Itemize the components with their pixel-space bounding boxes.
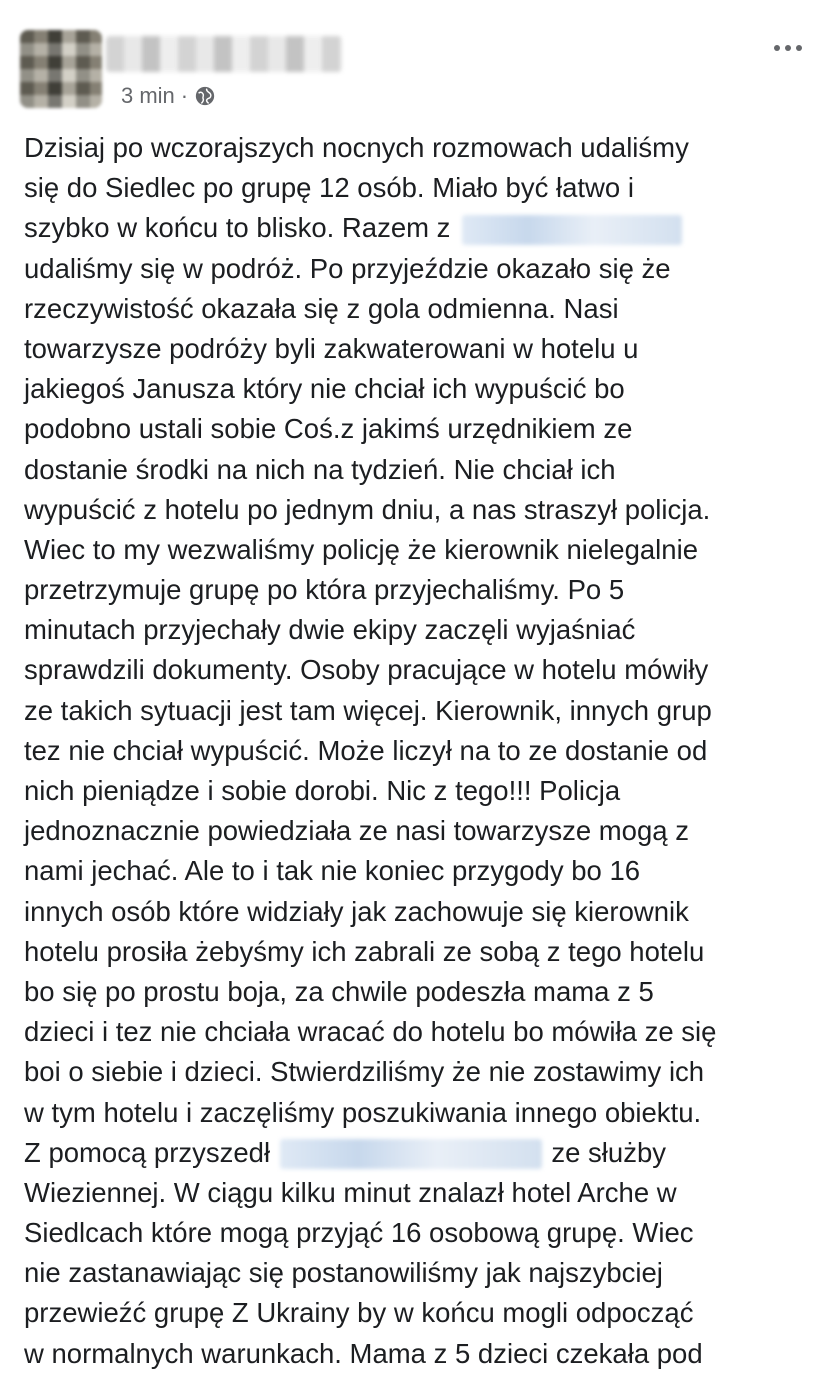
more-options-icon[interactable] [770, 34, 806, 62]
post-line: Siedlcach które mogą przyjąć 16 osobową grupę. Wiec [24, 1217, 694, 1249]
post-line: podobno ustali sobie Coś.z jakimś urzędnikiem ze [24, 413, 633, 445]
post-line: przetrzymuje grupę po która przyjechaliśmy. Po 5 [24, 574, 625, 606]
globe-icon [194, 85, 216, 107]
post-line: ze takich sytuacji jest tam więcej. Kierownik, innych grup [24, 694, 712, 726]
post-line [24, 208, 814, 248]
post-body [24, 128, 814, 1374]
post-line: boi o siebie i dzieci. Stwierdziliśmy że nie zostawimy ich [24, 1056, 705, 1088]
post-line: wypuścić z hotelu po jednym dniu, a nas straszył policja. [24, 493, 711, 525]
post-line: jednoznacznie powiedziała ze nasi towarzysze mogą z [24, 815, 689, 847]
post-line: bo się po prostu boja, za chwile podeszła mama z 5 [24, 975, 654, 1007]
post-line: się do Siedlec po grupę 12 osób. Miało być łatwo i [24, 172, 634, 204]
post-line: w tym hotelu i zaczęliśmy poszukiwania innego obiektu. [24, 1096, 702, 1128]
post-line: dostanie środki na nich na tydzień. Nie chciał ich [24, 453, 616, 485]
post-line: sprawdzili dokumenty. Osoby pracujące w hotelu mówiły [24, 654, 709, 686]
post-line: nich pieniądze i sobie dorobi. Nic z tego!!! Policja [24, 775, 621, 806]
post-line: tez nie chciał wypuścić. Może liczył na to ze dostanie od [24, 734, 708, 766]
post-line: nami jechać. Ale to i tak nie koniec przygody bo 16 [24, 855, 641, 887]
post-header [0, 0, 828, 120]
post-line: innych osób które widziały jak zachowuje się kierownik [24, 895, 689, 927]
post-line [24, 1133, 814, 1173]
post-line: jakiegoś Janusza który nie chciał ich wypuścić bo [24, 373, 625, 405]
redacted-name [462, 215, 682, 245]
avatar[interactable] [20, 30, 102, 108]
post-line: przewieźć grupę Z Ukrainy by w końcu mogli odpocząć [24, 1297, 694, 1329]
post-line: nie zastanawiając się postanowiliśmy jak najszybciej [24, 1257, 663, 1289]
post-line: towarzysze podróży byli zakwaterowani w hotelu u [24, 332, 639, 364]
post-line: Dzisiaj po wczorajszych nocnych rozmowach udaliśmy [24, 132, 689, 163]
post-line: Wiec to my wezwaliśmy policję że kierownik nielegalnie [24, 533, 698, 565]
post-line: Wieziennej. W ciągu kilku minut znalazł hotel Arche w [24, 1176, 677, 1208]
post-line-text: Z pomocą przyszedł [24, 1136, 271, 1168]
post-time[interactable]: 3 min [121, 83, 175, 108]
post-line-text: ze służby [551, 1136, 666, 1168]
post-line: minutach przyjechały dwie ekipy zaczęli wyjaśniać [24, 614, 636, 646]
post-line: w normalnych warunkach. Mama z 5 dzieci czekała pod [24, 1337, 703, 1369]
author-name-redacted[interactable] [106, 36, 342, 72]
post-line: dzieci i tez nie chciała wracać do hotelu bo mówiła ze się [24, 1016, 717, 1048]
post-line: udaliśmy się w podróż. Po przyjeździe okazało się że [24, 252, 671, 284]
post-line: hotelu prosiła żebyśmy ich zabrali ze sobą z tego hotelu [24, 935, 705, 967]
redacted-name [280, 1139, 542, 1169]
meta-separator: · [180, 83, 189, 108]
post-line: rzeczywistość okazała się z gola odmienna. Nasi [24, 292, 619, 324]
post-meta [121, 82, 216, 110]
post-line-text: szybko w końcu to blisko. Razem z [24, 212, 451, 244]
